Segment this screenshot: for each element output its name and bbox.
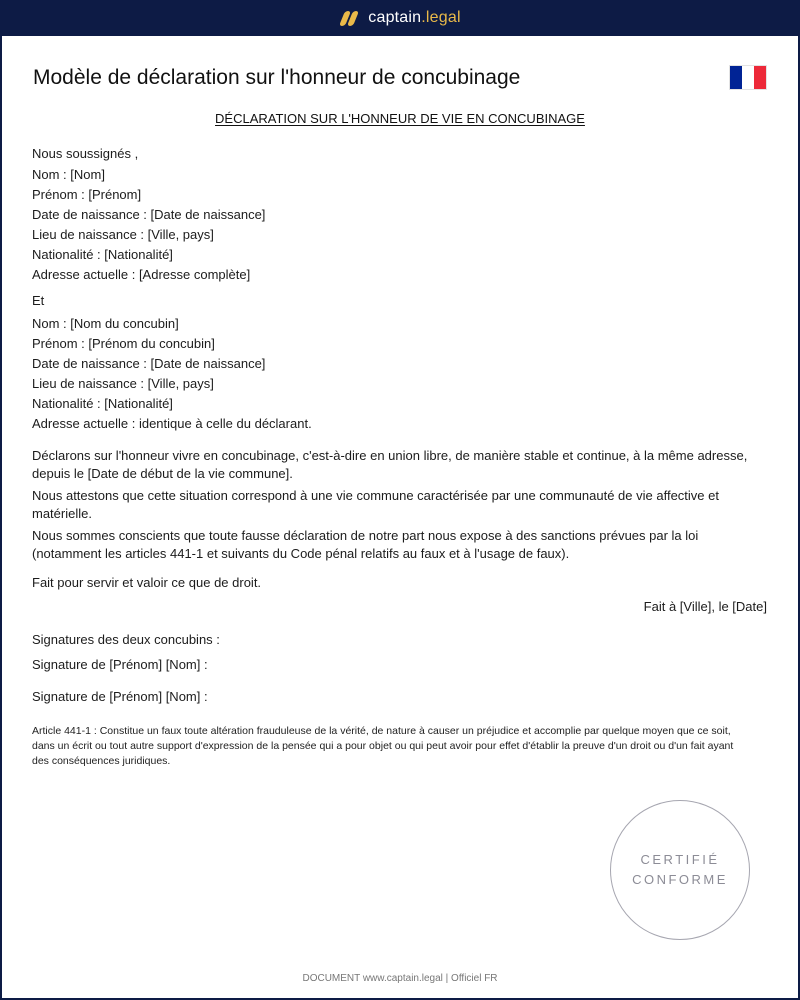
captain-legal-logo-icon [339,10,359,26]
footer: DOCUMENT www.captain.legal | Officiel FR [302,973,498,984]
fait-a-line: Fait à [Ville], le [Date] [643,599,767,614]
person2-adresse: Adresse actuelle : identique à celle du déclarant. [32,416,312,431]
declaration-paragraph: Déclarons sur l'honneur vivre en concubinage, c'est-à-dire en union libre, de manière stable et continue, à la même adresse, depuis le [Date de début de la vie commune]. [32,448,748,481]
sanctions-paragraph: Nous sommes conscients que toute fausse déclaration de notre part nous expose à des sanctions prévues par la loi (notamment les articles 441-1 et suivants du Code pénal relatifs au faux et à l'usage de faux). [32,528,699,561]
stamp-line-2: CONFORME [632,872,728,887]
person1-prenom: Prénom : [Prénom] [32,187,142,202]
fait-pour-servir-paragraph: Fait pour servir et valoir ce que de droit. [32,575,262,590]
signatures-heading: Signatures des deux concubins : [32,632,220,647]
intro-text: Nous soussignés , [32,146,139,161]
person1-date-naissance: Date de naissance : [Date de naissance] [32,207,266,222]
brand-name: captain.legal [368,9,461,26]
french-flag-icon [729,65,767,90]
document-heading: DÉCLARATION SUR L'HONNEUR DE VIE EN CONCUBINAGE [215,111,585,126]
signature-line-1: Signature de [Prénom] [Nom] : [32,657,208,672]
top-bar [0,0,800,36]
page-title: Modèle de déclaration sur l'honneur de concubinage [33,66,521,89]
article-441-1-note: Article 441-1 : Constitue un faux toute altération frauduleuse de la vérité, de nature à causer un préjudice et accomplie par quelque moyen que ce soit, dans un écrit ou tout autre support d'expression de la pensée qui a pour objet ou qui peut avoir pour effet d'établir la preuve d'un droit ou d'un fait ayant des conséquences juridiques. [32,725,734,767]
brand[interactable] [339,9,460,27]
attestation-paragraph: Nous attestons que cette situation correspond à une vie commune caractérisée par une communauté de vie affective et matérielle. [32,488,719,521]
person2-date-naissance: Date de naissance : [Date de naissance] [32,356,266,371]
person2-lieu-naissance: Lieu de naissance : [Ville, pays] [32,376,214,391]
person1-adresse: Adresse actuelle : [Adresse complète] [32,267,251,282]
person1-nom: Nom : [Nom] [32,167,105,182]
person1-lieu-naissance: Lieu de naissance : [Ville, pays] [32,227,214,242]
person2-prenom: Prénom : [Prénom du concubin] [32,336,215,351]
et-separator: Et [32,293,45,308]
stamp-line-1: CERTIFIÉ [640,852,720,867]
certifie-conforme-stamp [610,800,750,940]
person2-nationalite: Nationalité : [Nationalité] [32,396,173,411]
person1-nationalite: Nationalité : [Nationalité] [32,247,173,262]
signature-line-2: Signature de [Prénom] [Nom] : [32,689,208,704]
person2-nom: Nom : [Nom du concubin] [32,316,179,331]
